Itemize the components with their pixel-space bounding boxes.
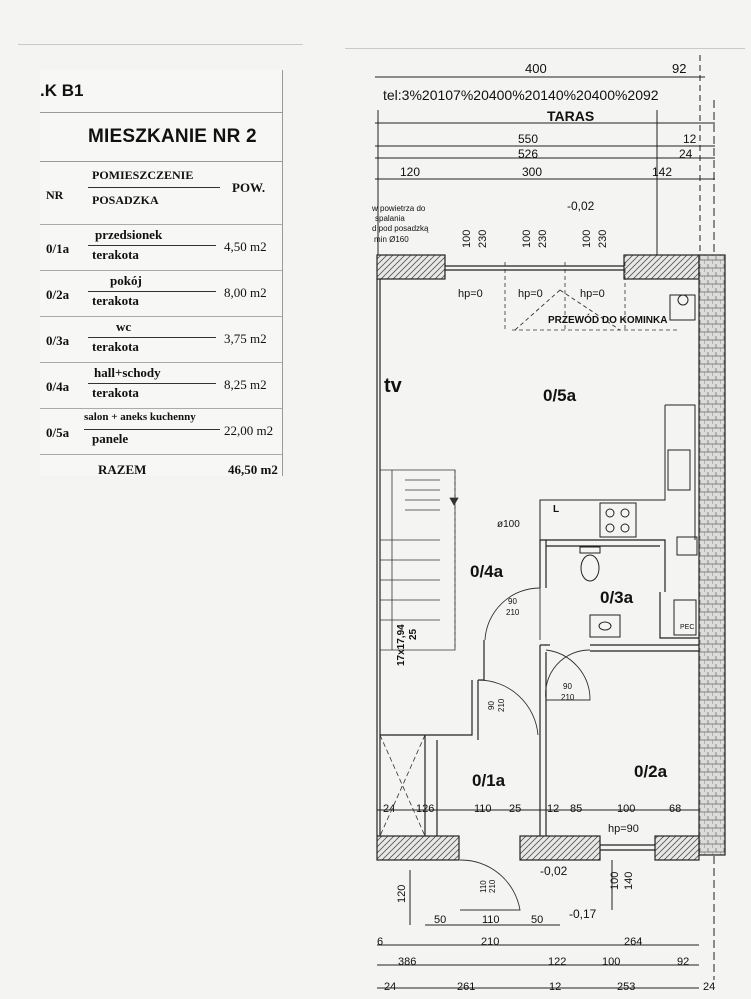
staircase [380,470,458,836]
entry-door-dim: 110 [479,880,488,893]
row-floor: terakota [92,293,139,308]
dim-bottom: 85 [570,803,583,815]
room-0-3a: 0/3a [600,588,634,607]
total-label: RAZEM [98,462,147,477]
door-dim: 90 [563,682,572,691]
wc-fixtures [580,537,697,637]
header-nr: NR [46,188,64,202]
entry-door-dim: 210 [488,879,497,893]
dim-24: 24 [679,147,693,161]
row-nr: 0/2a [46,287,70,302]
vent-lines [505,262,680,330]
door-dim: 90 [487,701,496,710]
row-divider [88,291,216,292]
row-room: wc [116,319,132,334]
dim-bottom: 126 [416,803,435,815]
dim-top-400: 400 [525,61,547,76]
exterior-walls [377,255,725,860]
tv-label: tv [384,375,402,397]
air-note-line: d pod posadzką [372,224,429,233]
hp-label: hp=0 [458,288,483,300]
table-total-row [40,455,282,485]
dim-bottom: 100 [602,956,621,968]
dim-bottom: 12 [547,803,560,815]
dim-bottom: 24 [703,981,716,993]
row-floor: panele [92,431,129,446]
dim-526: 526 [518,147,539,161]
hp-label: hp=0 [580,288,605,300]
table-header-row [40,162,282,225]
level-entry: -0,02 [540,864,568,878]
dim-bottom: 110 [474,803,492,815]
table-row [40,409,282,455]
vent-dim: 100 [581,229,593,248]
dim-300: 300 [522,165,543,179]
vent-dim: 100 [521,229,533,248]
table-row [40,363,282,409]
dim-bottom: 122 [548,956,567,968]
door-swings [460,290,620,910]
door-dim: 210 [506,608,520,617]
row-divider [88,245,216,246]
row-divider [84,429,220,430]
dim-142: 142 [652,165,673,179]
header-area: POW. [232,180,266,195]
room-0-2a: 0/2a [634,762,668,781]
row-room: przedsionek [95,227,163,242]
table-title: MIESZKANIE NR 2 [40,113,282,162]
row-room: pokój [110,273,142,288]
dim-bottom: 386 [398,956,417,968]
room-0-5a: 0/5a [543,386,577,405]
row-nr: 0/4a [46,379,70,394]
pipe-label: ø100 [497,519,520,530]
vent-dim: 230 [597,229,609,248]
dim-bottom: 100 [617,803,636,815]
level-terrace: -0,02 [567,199,595,213]
door-dim: 210 [497,698,506,712]
air-note-line: spalania [375,214,405,223]
door-dim: 210 [561,693,575,702]
vent-dim: 230 [477,229,489,248]
dim-top-92: 92 [672,61,687,76]
dim-bottom: 261 [457,981,476,993]
dim-bottom: 210 [481,936,500,948]
dim-bottom: 110 [482,914,500,926]
top-dimension-lines [375,55,715,980]
dim-120: 120 [400,165,421,179]
level-outside: -0,17 [569,907,597,921]
dim-bottom: 68 [669,803,682,815]
header-divider [88,187,220,188]
row-divider [88,383,216,384]
hp-label: hp=0 [518,288,543,300]
row-floor: terakota [92,247,139,262]
dim-bottom: 50 [434,914,447,926]
kitchen-counter [540,295,695,540]
row-nr: 0/3a [46,333,70,348]
row-area: 22,00 m2 [224,423,274,438]
vent-dim: 230 [537,229,549,248]
room-0-1a: 0/1a [472,771,506,790]
dim-bottom: 12 [549,981,562,993]
table-row [40,317,282,363]
dim-bottom: 6 [377,936,384,948]
dim-bottom: 264 [624,936,643,948]
row-nr: 0/1a [46,241,70,256]
row-floor: terakota [92,339,139,354]
dim-bottom: 50 [531,914,544,926]
taras-label: TARAS [547,108,595,124]
header-floor: POSADZKA [92,193,159,207]
dim-120-left: 120 [396,884,408,903]
dim-550: 550 [518,132,539,146]
dim-bottom: 25 [509,803,522,815]
total-area: 46,50 m2 [228,462,278,477]
row-room: hall+schody [94,365,161,380]
hp-90-label: hp=90 [608,823,639,835]
air-note-line: min Ø160 [374,235,409,244]
chimney-label: PRZEWÓD DO KOMINKA [548,315,668,326]
stairs-dim: 17x17,94 [396,624,407,666]
row-divider [88,337,216,338]
door-dim: 90 [508,597,517,606]
tel-line-text: tel:3%20107%20400%20140%20400%2092 [383,87,659,103]
row-nr: 0/5a [46,425,70,440]
room-0-4a: 0/4a [470,562,504,581]
pec-label: PEC [680,624,695,631]
table-row [40,225,282,271]
vent-dim: 100 [461,229,473,248]
kitchen-l: L [553,504,560,515]
row-room: salon + aneks kuchenny [84,411,196,423]
room-schedule-table [40,70,283,476]
dim-12: 12 [683,132,697,146]
row-area: 3,75 m2 [224,331,267,346]
dim-bottom: 24 [383,803,396,815]
stairs-dim: 25 [408,628,419,640]
block-label: .K B1 [40,70,282,113]
row-floor: terakota [92,385,139,400]
dim-bottom: 253 [617,981,636,993]
row-area: 4,50 m2 [224,239,267,254]
window-dim: 140 [623,871,635,890]
row-area: 8,25 m2 [224,377,267,392]
header-room: POMIESZCZENIE [92,168,194,182]
interior-walls [380,540,699,836]
air-note-line: w powietrza do [372,204,426,213]
dim-bottom: 24 [384,981,397,993]
table-row [40,271,282,317]
row-area: 8,00 m2 [224,285,267,300]
window-dim: 100 [609,871,621,890]
dim-bottom: 92 [677,956,690,968]
bottom-dimension-lines [377,810,699,988]
